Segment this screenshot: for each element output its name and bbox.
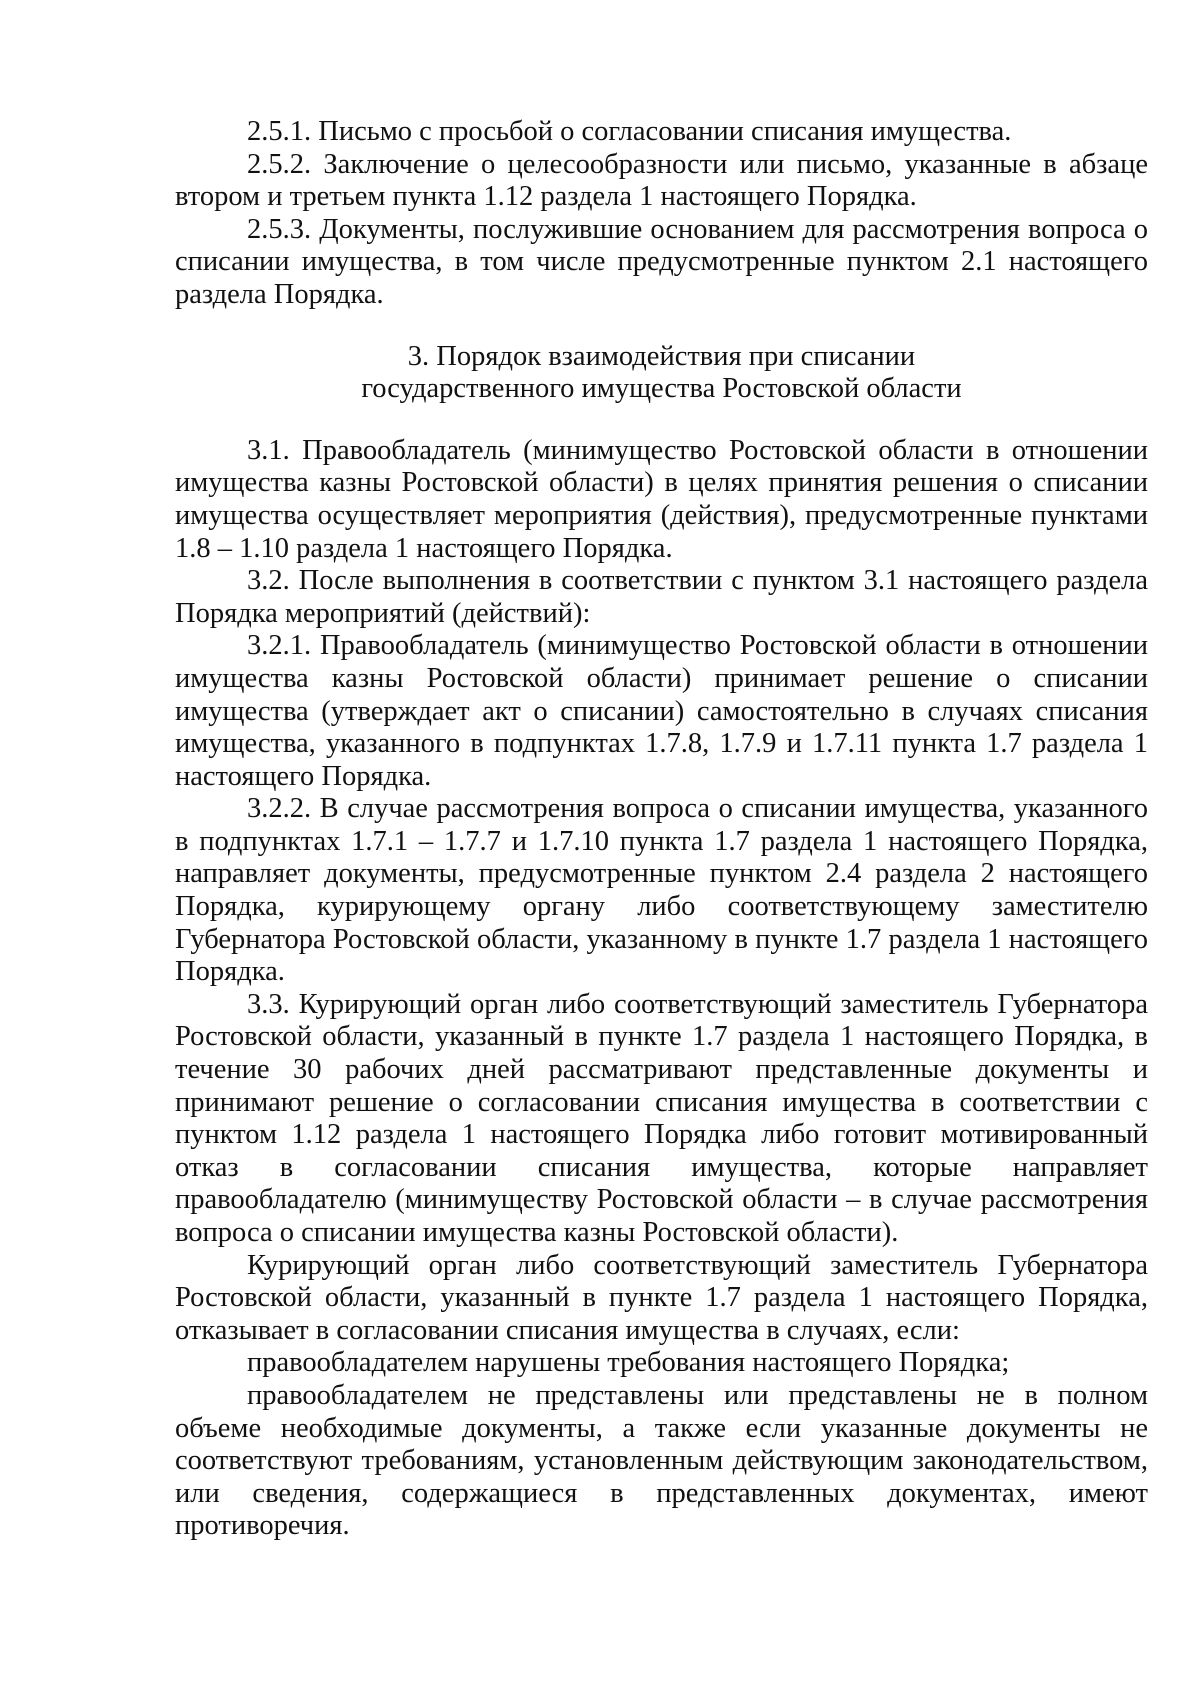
paragraph-3-1: 3.1. Правообладатель (минимущество Ростовской области в отношении имущества казны Ростовской области) в целях принятия решения о списании имущества осуществляет мероприятия (действия), предусмотренные пунктами 1.8 – 1.10 раздела 1 настоящего Порядка.	[175, 434, 1148, 564]
paragraph-3-2: 3.2. После выполнения в соответствии с пунктом 3.1 настоящего раздела Порядка мероприятий (действий):	[175, 565, 1148, 629]
paragraph-refusal-reason-1: правообладателем нарушены требования настоящего Порядка;	[247, 1347, 1010, 1379]
paragraph-refusal-intro: Курирующий орган либо соответствующий заместитель Губернатора Ростовской области, указанный в пункте 1.7 раздела 1 настоящего Порядка, отказывает в согласовании списания имущества в случаях, если:	[175, 1249, 1148, 1346]
section-heading-line-2: государственного имущества Ростовской области	[361, 373, 962, 405]
paragraph-2-5-3: 2.5.3. Документы, послужившие основанием для рассмотрения вопроса о списании имущества, в том числе предусмотренные пунктом 2.1 настоящего раздела Порядка.	[175, 213, 1148, 310]
paragraph-3-2-2: 3.2.2. В случае рассмотрения вопроса о списании имущества, указанного в подпунктах 1.7.1 – 1.7.7 и 1.7.10 пункта 1.7 раздела 1 настоящего Порядка, направляет документы, предусмотренные пунктом 2.4 раздела 2 настоящего Порядка, курирующему органу либо соответствующему заместителю Губернатора Ростовской области, указанному в пункте 1.7 раздела 1 настоящего Порядка.	[175, 793, 1148, 988]
paragraph-2-5-1: 2.5.1. Письмо с просьбой о согласовании списания имущества.	[247, 116, 1012, 147]
section-heading-line-1: 3. Порядок взаимодействия при списании	[407, 340, 916, 372]
document-page	[175, 116, 1148, 1543]
paragraph-3-3: 3.3. Курирующий орган либо соответствующий заместитель Губернатора Ростовской области, указанный в пункте 1.7 раздела 1 настоящего Порядка, в течение 30 рабочих дней рассматривают представленные документы и принимают решение о согласовании списания имущества в соответствии с пунктом 1.12 раздела 1 настоящего Порядка либо готовит мотивированный отказ в согласовании списания имущества, которые направляет правообладателю (минимуществу Ростовской области – в случае рассмотрения вопроса о списании имущества казны Ростовской области).	[175, 988, 1148, 1248]
paragraph-3-2-1: 3.2.1. Правообладатель (минимущество Ростовской области в отношении имущества казны Ростовской области) принимает решение о списании имущества (утверждает акт о списании) самостоятельно в случаях списания имущества, указанного в подпунктах 1.7.8, 1.7.9 и 1.7.11 пункта 1.7 раздела 1 настоящего Порядка.	[175, 630, 1148, 792]
paragraph-2-5-2: 2.5.2. Заключение о целесообразности или письмо, указанные в абзаце втором и третьем пункта 1.12 раздела 1 настоящего Порядка.	[175, 148, 1148, 213]
section-heading	[175, 341, 1148, 406]
paragraph-refusal-reason-2: правообладателем не представлены или представлены не в полном объеме необходимые документы, а также если указанные документы не соответствуют требованиям, установленным действующим законодательством, или сведения, содержащиеся в представленных документах, имеют противоречия.	[175, 1379, 1148, 1542]
